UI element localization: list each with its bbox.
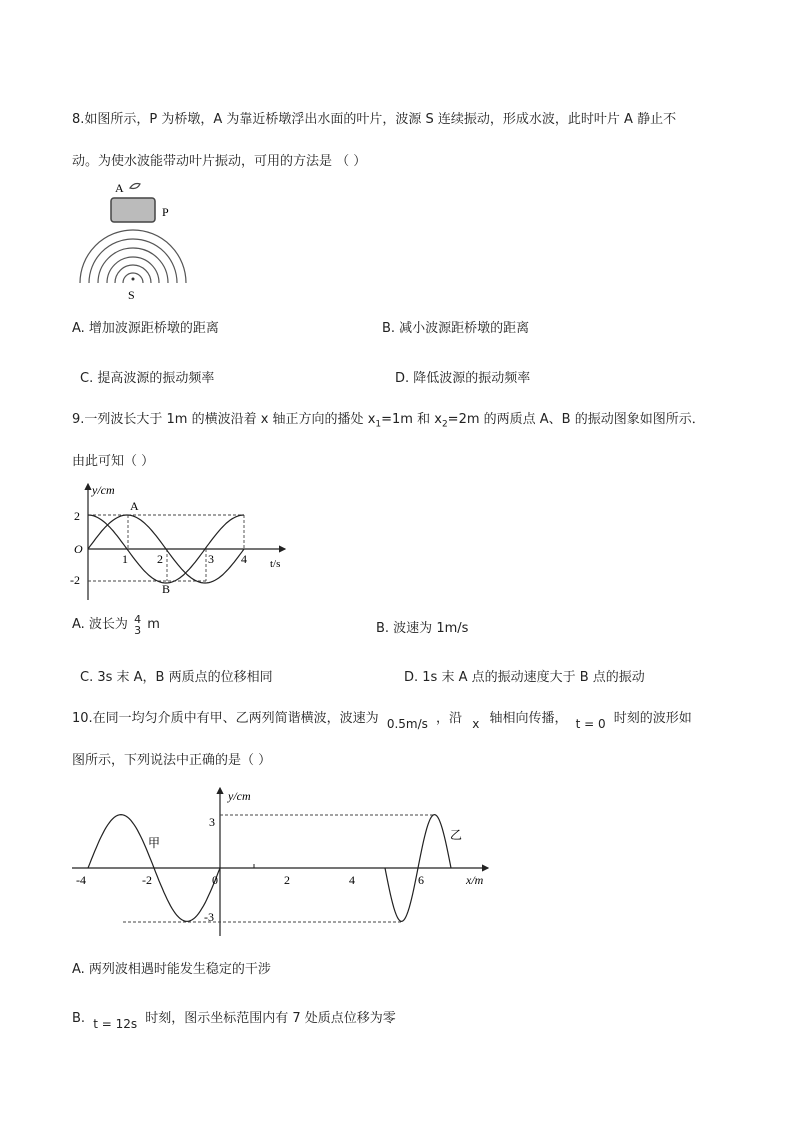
leaf-icon: [130, 184, 140, 189]
q9-ytop: 2: [74, 509, 80, 523]
q10-stem-line2: 图所示，下列说法中正确的是（ ）: [72, 753, 272, 768]
q9-origin: O: [74, 542, 83, 556]
q10-ylabel: y/cm: [228, 789, 251, 803]
q10-option-a: A. 两列波相遇时能发生稳定的干涉: [72, 962, 271, 977]
q8-label-s: S: [128, 288, 135, 302]
q9-label-b: B: [162, 582, 171, 596]
q10-tick-neg2: -2: [142, 873, 152, 887]
q10-tick-4: 4: [349, 873, 355, 887]
q10-tick-0: 0: [212, 873, 218, 887]
q9-vibration-graph: [60, 480, 300, 610]
q10-ytop: 3: [209, 815, 215, 829]
q9-stem-line2: 由此可知（ ）: [72, 454, 155, 469]
q9-label-a: A: [130, 499, 139, 513]
q9-stem-line1: 9.一列波长大于 1m 的横波沿着 x 轴正方向的播处 $x_1=1m$ 和 $x_2=2m$ 的两质点 A、B 的振动图象如图所示．: [72, 412, 705, 430]
source-point: [132, 278, 135, 281]
q10-tick-2: 2: [284, 873, 290, 887]
q8-label-a: A: [115, 181, 124, 195]
q9-ylabel: y/cm: [92, 483, 115, 497]
q9-option-b: B. 波速为 1m/s: [376, 621, 469, 636]
q10-ybottom: -3: [204, 910, 214, 924]
q9-tick-1: 1: [122, 552, 128, 566]
pier-rect: [111, 198, 155, 222]
q9-option-c: C. 3s 末 A，B 两质点的位移相同: [80, 670, 273, 685]
q9-option-d: D. 1s 末 A 点的振动速度大于 B 点的振动: [404, 670, 645, 685]
q8-figure: [74, 178, 194, 304]
q9-ybottom: -2: [70, 573, 80, 587]
q8-stem-line1: 8.如图所示，P 为桥墩，A 为靠近桥墩浮出水面的叶片，波源 S 连续振动，形成水波，此时叶片 A 静止不: [72, 112, 677, 127]
water-waves: [80, 230, 186, 283]
q10-option-b: B. t = 12s 时刻，图示坐标范围内有 7 处质点位移为零: [72, 1011, 396, 1031]
q10-waveform-graph: [68, 784, 498, 939]
q10-wave-b-label: 乙: [450, 828, 463, 842]
q8-stem-line2: 动。为使水波能带动叶片振动，可用的方法是 （ ）: [72, 154, 367, 169]
q10-stem-line1: 10.在同一均匀介质中有甲、乙两列简谐横波，波速为 0.5m/s ，沿 x 轴相向传播， t = 0 时刻的波形如: [72, 711, 692, 731]
q10-xlabel: x/m: [466, 873, 484, 887]
q10-tick-neg4: -4: [76, 873, 86, 887]
q10-wave-a-label: 甲: [148, 836, 161, 850]
q8-label-p: P: [162, 205, 169, 219]
q9-option-a: A. 波长为 4 3 m: [72, 612, 160, 637]
q9-xlabel: t/s: [270, 558, 281, 570]
q8-option-c: C. 提高波源的振动频率: [80, 371, 215, 386]
q9-tick-3: 3: [208, 552, 214, 566]
q9-tick-2: 2: [157, 552, 163, 566]
q9-tick-4: 4: [241, 552, 247, 566]
q8-option-a: A. 增加波源距桥墩的距离: [72, 321, 219, 336]
q8-option-b: B. 减小波源距桥墩的距离: [382, 321, 530, 336]
q10-tick-6: 6: [418, 873, 424, 887]
q8-option-d: D. 降低波源的振动频率: [395, 371, 531, 386]
